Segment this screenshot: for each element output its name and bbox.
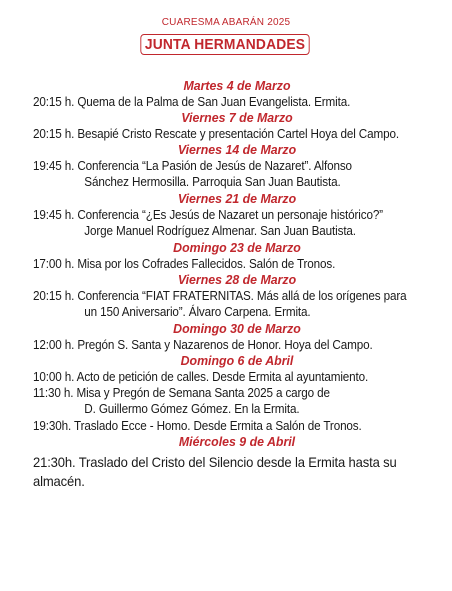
event-text: 11:30 h. Misa y Pregón de Semana Santa 2025 a cargo de <box>33 385 330 400</box>
day-heading: Viernes 28 de Marzo <box>177 272 297 287</box>
event-item <box>33 256 393 272</box>
event-text: 17:00 h. Misa por los Cofrades Fallecidos. Salón de Tronos. <box>33 256 336 271</box>
event-text: 19:45 h. Conferencia “¿Es Jesús de Nazaret un personaje histórico?” <box>33 207 383 222</box>
day-heading: Martes 4 de Marzo <box>183 78 291 93</box>
day-heading: Domingo 30 de Marzo <box>173 321 301 336</box>
event-text-continuation: Jorge Manuel Rodríguez Almenar. San Juan Bautista. <box>84 223 356 238</box>
event-item <box>33 418 393 434</box>
day-heading: Viernes 14 de Marzo <box>177 142 297 157</box>
day-heading: Viernes 21 de Marzo <box>177 191 297 206</box>
day-heading: Domingo 6 de Abril <box>180 353 294 368</box>
event-text-continuation: D. Guillermo Gómez Gómez. En la Ermita. <box>84 401 300 416</box>
event-text: 19:45 h. Conferencia “La Pasión de Jesús de Nazaret”. Alfonso <box>33 158 352 173</box>
event-text-continuation: Sánchez Hermosilla. Parroquia San Juan Bautista. <box>84 174 341 189</box>
event-item <box>33 385 393 418</box>
event-text-continuation: almacén. <box>33 473 85 489</box>
event-item <box>33 207 393 240</box>
event-text: 21:30h. Traslado del Cristo del Silencio desde la Ermita hasta su <box>33 454 397 470</box>
event-item <box>33 126 399 142</box>
event-item <box>33 337 393 353</box>
page-title: JUNTA HERMANDADES <box>140 34 309 55</box>
event-item <box>33 453 405 491</box>
event-item <box>33 94 393 110</box>
day-heading: Domingo 23 de Marzo <box>173 240 301 255</box>
event-text: 19:30h. Traslado Ecce - Homo. Desde Ermita a Salón de Tronos. <box>33 418 362 433</box>
event-text: 12:00 h. Pregón S. Santa y Nazarenos de Honor. Hoya del Campo. <box>33 337 373 352</box>
event-item <box>33 158 393 191</box>
event-item <box>33 288 407 321</box>
event-text: 20:15 h. Besapié Cristo Rescate y presentación Cartel Hoya del Campo. <box>33 126 399 141</box>
event-text-continuation: un 150 Aniversario”. Álvaro Carpena. Ermita. <box>84 304 311 319</box>
schedule <box>33 78 433 491</box>
header-subtitle: CUARESMA ABARÁN 2025 <box>161 17 291 28</box>
day-heading: Miércoles 9 de Abril <box>178 434 296 449</box>
event-text: 10:00 h. Acto de petición de calles. Desde Ermita al ayuntamiento. <box>33 369 369 384</box>
event-text: 20:15 h. Conferencia “FIAT FRATERNITAS. Más allá de los orígenes para <box>33 288 407 303</box>
event-item <box>33 369 393 385</box>
event-text: 20:15 h. Quema de la Palma de San Juan Evangelista. Ermita. <box>33 94 351 109</box>
day-heading: Viernes 7 de Marzo <box>181 110 293 125</box>
